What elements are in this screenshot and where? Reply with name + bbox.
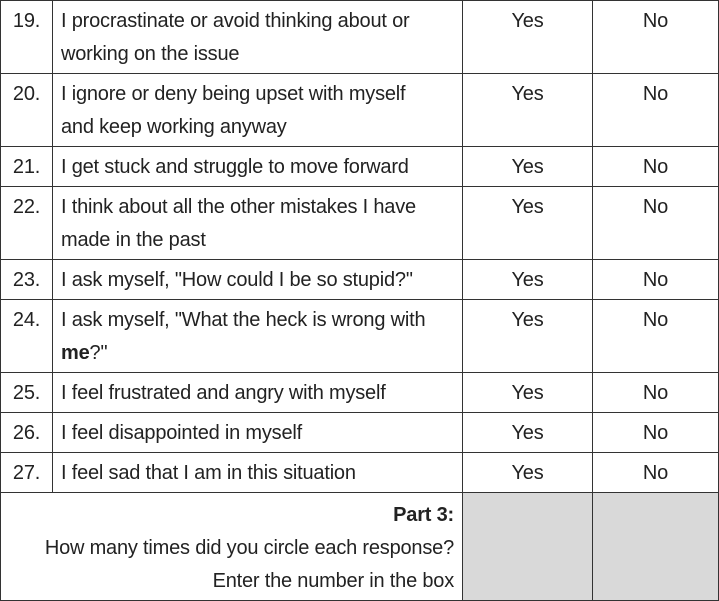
no-option[interactable] [593, 260, 719, 300]
item-number: 27. [1, 453, 53, 493]
table-row [1, 260, 719, 300]
no-option[interactable] [593, 413, 719, 453]
no-label[interactable]: No [642, 309, 669, 331]
item-number: 20. [1, 74, 53, 147]
yes-label[interactable]: Yes [511, 382, 544, 404]
no-option[interactable] [593, 453, 719, 493]
no-option[interactable] [593, 1, 719, 74]
table-row [1, 373, 719, 413]
no-count-box[interactable] [593, 493, 719, 601]
item-number: 23. [1, 260, 53, 300]
statement-line: I feel sad that I am in this situation [61, 462, 356, 484]
item-statement [53, 147, 463, 187]
yes-label[interactable]: Yes [511, 156, 544, 178]
no-option[interactable] [593, 187, 719, 260]
item-statement [53, 74, 463, 147]
item-number: 19. [1, 1, 53, 74]
no-label[interactable]: No [642, 196, 669, 218]
statement-line: I think about all the other mistakes I have [61, 196, 416, 218]
item-statement [53, 1, 463, 74]
statement-line: made in the past [61, 229, 206, 251]
yes-option[interactable] [463, 260, 593, 300]
part-3-instructions [1, 493, 463, 601]
yes-option[interactable] [463, 74, 593, 147]
table-row [1, 453, 719, 493]
instruction-line: How many times did you circle each response? [44, 537, 454, 559]
yes-option[interactable] [463, 373, 593, 413]
table-row [1, 147, 719, 187]
item-statement [53, 413, 463, 453]
statement-line: I ask myself, "What the heck is wrong with [61, 309, 426, 331]
statement-line: I get stuck and struggle to move forward [61, 156, 409, 178]
yes-option[interactable] [463, 300, 593, 373]
yes-option[interactable] [463, 453, 593, 493]
yes-option[interactable] [463, 147, 593, 187]
statement-line: I procrastinate or avoid thinking about or [61, 10, 410, 32]
statement-line: I ask myself, "How could I be so stupid?" [61, 269, 413, 291]
no-label[interactable]: No [642, 462, 669, 484]
table-row [1, 187, 719, 260]
yes-label[interactable]: Yes [511, 462, 544, 484]
yes-count-box[interactable] [463, 493, 593, 601]
instruction-line: Enter the number in the box [212, 570, 454, 592]
item-number: 26. [1, 413, 53, 453]
table-row [1, 300, 719, 373]
yes-label[interactable]: Yes [511, 269, 544, 291]
yes-label[interactable]: Yes [511, 309, 544, 331]
yes-label[interactable]: Yes [511, 422, 544, 444]
item-statement [53, 453, 463, 493]
statement-emphasis: me [61, 342, 90, 364]
part-3-row [1, 493, 719, 601]
item-number: 25. [1, 373, 53, 413]
item-number: 22. [1, 187, 53, 260]
no-label[interactable]: No [642, 269, 669, 291]
item-statement [53, 187, 463, 260]
statement-line: I feel frustrated and angry with myself [61, 382, 386, 404]
no-label[interactable]: No [642, 83, 669, 105]
no-option[interactable] [593, 300, 719, 373]
yes-option[interactable] [463, 413, 593, 453]
item-statement [53, 300, 463, 373]
yes-label[interactable]: Yes [511, 83, 544, 105]
item-number: 21. [1, 147, 53, 187]
yes-option[interactable] [463, 187, 593, 260]
item-number: 24. [1, 300, 53, 373]
table-row [1, 1, 719, 74]
no-label[interactable]: No [642, 156, 669, 178]
no-label[interactable]: No [642, 10, 669, 32]
no-option[interactable] [593, 74, 719, 147]
statement-line: and keep working anyway [61, 116, 287, 138]
table-row [1, 74, 719, 147]
item-statement [53, 260, 463, 300]
table-row [1, 413, 719, 453]
no-label[interactable]: No [642, 382, 669, 404]
yes-label[interactable]: Yes [511, 10, 544, 32]
no-option[interactable] [593, 373, 719, 413]
part-label: Part 3: [393, 504, 454, 526]
yes-label[interactable]: Yes [511, 196, 544, 218]
no-option[interactable] [593, 147, 719, 187]
statement-line: working on the issue [61, 43, 240, 65]
yes-option[interactable] [463, 1, 593, 74]
statement-line: I ignore or deny being upset with myself [61, 83, 406, 105]
statement-line: I feel disappointed in myself [61, 422, 303, 444]
item-statement [53, 373, 463, 413]
no-label[interactable]: No [642, 422, 669, 444]
statement-line: ?" [89, 342, 108, 364]
